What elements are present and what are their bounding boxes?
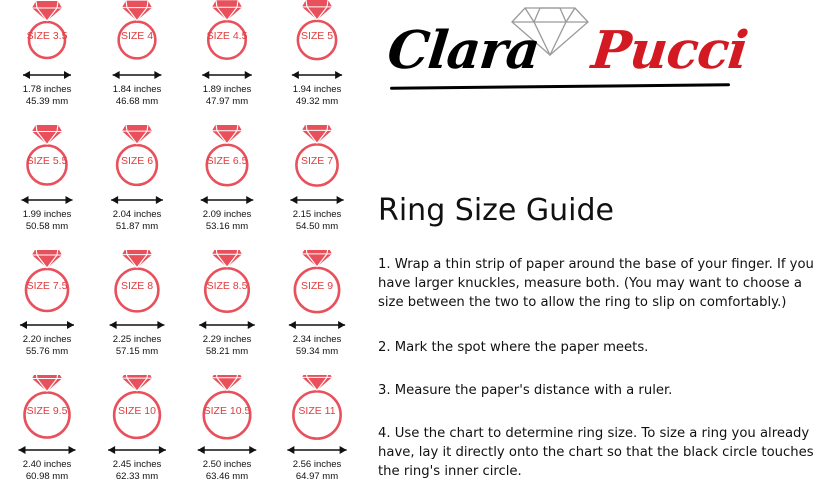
ring-illustration bbox=[92, 250, 182, 320]
ring-measurement bbox=[2, 209, 92, 232]
ring-measurement bbox=[92, 209, 182, 232]
ring-illustration bbox=[182, 250, 272, 320]
guide-panel bbox=[372, 0, 839, 501]
page-title: Ring Size Guide bbox=[378, 193, 614, 228]
diameter-arrow-icon bbox=[92, 193, 182, 207]
ring-measurement bbox=[2, 334, 92, 357]
ring-size-label: SIZE 7.5 bbox=[26, 280, 68, 292]
ring-measurement bbox=[272, 209, 362, 232]
ring-illustration bbox=[92, 125, 182, 195]
ring-measurement-mm: 64.97 mm bbox=[295, 470, 339, 482]
ring-size-chart bbox=[0, 0, 364, 501]
ring-measurement-mm: 47.97 mm bbox=[205, 95, 249, 107]
ring-size-label: SIZE 5.5 bbox=[26, 155, 68, 167]
diameter-arrow-icon bbox=[92, 68, 182, 82]
ring-measurement-inches: 2.40 inches bbox=[22, 459, 72, 470]
diameter-arrow-icon bbox=[272, 318, 362, 332]
ring-measurement-inches: 2.56 inches bbox=[292, 459, 342, 470]
ring-size-label: SIZE 9.5 bbox=[26, 405, 68, 417]
ring-measurement bbox=[182, 209, 272, 232]
ring-measurement-inches: 2.20 inches bbox=[22, 334, 72, 345]
ring-measurement bbox=[182, 334, 272, 357]
guide-step-3: 3. Measure the paper's distance with a ruler. bbox=[378, 383, 673, 398]
ring-measurement bbox=[92, 84, 182, 107]
ring-measurement bbox=[2, 459, 92, 482]
brand-logo bbox=[380, 2, 800, 102]
ring-measurement bbox=[272, 84, 362, 107]
ring-size-cell bbox=[2, 250, 92, 375]
ring-measurement bbox=[272, 334, 362, 357]
diameter-arrow-icon bbox=[182, 443, 272, 457]
ring-size-cell bbox=[272, 0, 362, 125]
diameter-arrow-icon bbox=[92, 443, 182, 457]
ring-measurement-inches: 2.04 inches bbox=[112, 209, 162, 220]
ring-size-cell bbox=[182, 375, 272, 500]
ring-measurement-mm: 50.58 mm bbox=[25, 220, 69, 232]
ring-measurement-mm: 62.33 mm bbox=[115, 470, 159, 482]
ring-measurement-inches: 1.89 inches bbox=[202, 84, 252, 95]
guide-step-4: 4. Use the chart to determine ring size. To size a ring you already have, lay it directly onto the chart so that the black circle touches the ring's inner circle. bbox=[378, 426, 814, 479]
ring-illustration bbox=[182, 375, 272, 445]
ring-illustration bbox=[182, 125, 272, 195]
ring-measurement-mm: 49.32 mm bbox=[295, 95, 339, 107]
ring-measurement-inches: 2.45 inches bbox=[112, 459, 162, 470]
brand-word-pucci: Pucci bbox=[588, 20, 751, 81]
diameter-arrow-icon bbox=[2, 318, 92, 332]
ring-measurement-mm: 53.16 mm bbox=[205, 220, 249, 232]
ring-illustration bbox=[272, 250, 362, 320]
ring-size-label: SIZE 3.5 bbox=[26, 30, 68, 42]
ring-measurement-mm: 58.21 mm bbox=[205, 345, 249, 357]
diameter-arrow-icon bbox=[272, 193, 362, 207]
ring-size-cell bbox=[182, 250, 272, 375]
ring-measurement-inches: 2.34 inches bbox=[292, 334, 342, 345]
ring-size-label: SIZE 8 bbox=[120, 280, 154, 292]
ring-size-label: SIZE 10 bbox=[118, 405, 156, 417]
ring-illustration bbox=[2, 0, 92, 70]
ring-size-label: SIZE 6.5 bbox=[206, 155, 248, 167]
ring-measurement-mm: 63.46 mm bbox=[205, 470, 249, 482]
ring-illustration bbox=[92, 0, 182, 70]
ring-measurement bbox=[2, 84, 92, 107]
ring-measurement-mm: 45.39 mm bbox=[25, 95, 69, 107]
ring-measurement-inches: 2.25 inches bbox=[112, 334, 162, 345]
ring-size-label: SIZE 11 bbox=[298, 405, 336, 417]
brand-word-clara: Clara bbox=[384, 20, 543, 81]
ring-measurement-mm: 51.87 mm bbox=[115, 220, 159, 232]
ring-size-cell bbox=[272, 250, 362, 375]
ring-measurement-mm: 57.15 mm bbox=[115, 345, 159, 357]
ring-size-label: SIZE 4.5 bbox=[206, 30, 248, 42]
ring-measurement-inches: 2.15 inches bbox=[292, 209, 342, 220]
ring-measurement-mm: 54.50 mm bbox=[295, 220, 339, 232]
ring-size-cell bbox=[2, 0, 92, 125]
ring-size-cell bbox=[272, 125, 362, 250]
diameter-arrow-icon bbox=[2, 193, 92, 207]
ring-size-cell bbox=[92, 0, 182, 125]
ring-illustration bbox=[182, 0, 272, 70]
guide-step-2: 2. Mark the spot where the paper meets. bbox=[378, 340, 649, 355]
logo-underline bbox=[390, 83, 730, 90]
ring-illustration bbox=[272, 375, 362, 445]
ring-size-label: SIZE 7 bbox=[300, 155, 334, 167]
ring-measurement bbox=[272, 459, 362, 482]
ring-size-cell bbox=[182, 0, 272, 125]
diameter-arrow-icon bbox=[272, 443, 362, 457]
ring-measurement bbox=[182, 459, 272, 482]
ring-illustration bbox=[2, 250, 92, 320]
guide-step-1: 1. Wrap a thin strip of paper around the base of your finger. If you have larger knuckles, measure both. (You may want to choose a size between the two to allow the ring to slip on comfortably.) bbox=[378, 257, 814, 310]
ring-measurement bbox=[182, 84, 272, 107]
ring-size-cell bbox=[2, 125, 92, 250]
ring-illustration bbox=[272, 125, 362, 195]
diameter-arrow-icon bbox=[182, 318, 272, 332]
ring-illustration bbox=[92, 375, 182, 445]
ring-measurement-mm: 46.68 mm bbox=[115, 95, 159, 107]
ring-measurement-inches: 1.78 inches bbox=[22, 84, 72, 95]
ring-measurement-inches: 2.29 inches bbox=[202, 334, 252, 345]
ring-size-cell bbox=[92, 125, 182, 250]
ring-illustration bbox=[272, 0, 362, 70]
diameter-arrow-icon bbox=[182, 193, 272, 207]
diameter-arrow-icon bbox=[182, 68, 272, 82]
ring-measurement-inches: 2.09 inches bbox=[202, 209, 252, 220]
ring-measurement bbox=[92, 459, 182, 482]
ring-size-cell bbox=[2, 375, 92, 500]
ring-size-label: SIZE 10.5 bbox=[203, 405, 251, 417]
diameter-arrow-icon bbox=[272, 68, 362, 82]
ring-size-label: SIZE 5 bbox=[300, 30, 334, 42]
diameter-arrow-icon bbox=[2, 68, 92, 82]
ring-size-label: SIZE 9 bbox=[300, 280, 334, 292]
ring-measurement-inches: 1.94 inches bbox=[292, 84, 342, 95]
ring-measurement-inches: 1.84 inches bbox=[112, 84, 162, 95]
ring-measurement bbox=[92, 334, 182, 357]
diameter-arrow-icon bbox=[2, 443, 92, 457]
ring-size-cell bbox=[92, 250, 182, 375]
ring-illustration bbox=[2, 125, 92, 195]
ring-illustration bbox=[2, 375, 92, 445]
ring-size-cell bbox=[92, 375, 182, 500]
ring-measurement-mm: 59.34 mm bbox=[295, 345, 339, 357]
ring-size-label: SIZE 6 bbox=[120, 155, 154, 167]
ring-size-label: SIZE 8.5 bbox=[206, 280, 248, 292]
ring-size-label: SIZE 4 bbox=[120, 30, 154, 42]
ring-measurement-mm: 55.76 mm bbox=[25, 345, 69, 357]
ring-measurement-mm: 60.98 mm bbox=[25, 470, 69, 482]
ring-size-cell bbox=[272, 375, 362, 500]
ring-size-cell bbox=[182, 125, 272, 250]
ring-measurement-inches: 2.50 inches bbox=[202, 459, 252, 470]
diameter-arrow-icon bbox=[92, 318, 182, 332]
ring-measurement-inches: 1.99 inches bbox=[22, 209, 72, 220]
